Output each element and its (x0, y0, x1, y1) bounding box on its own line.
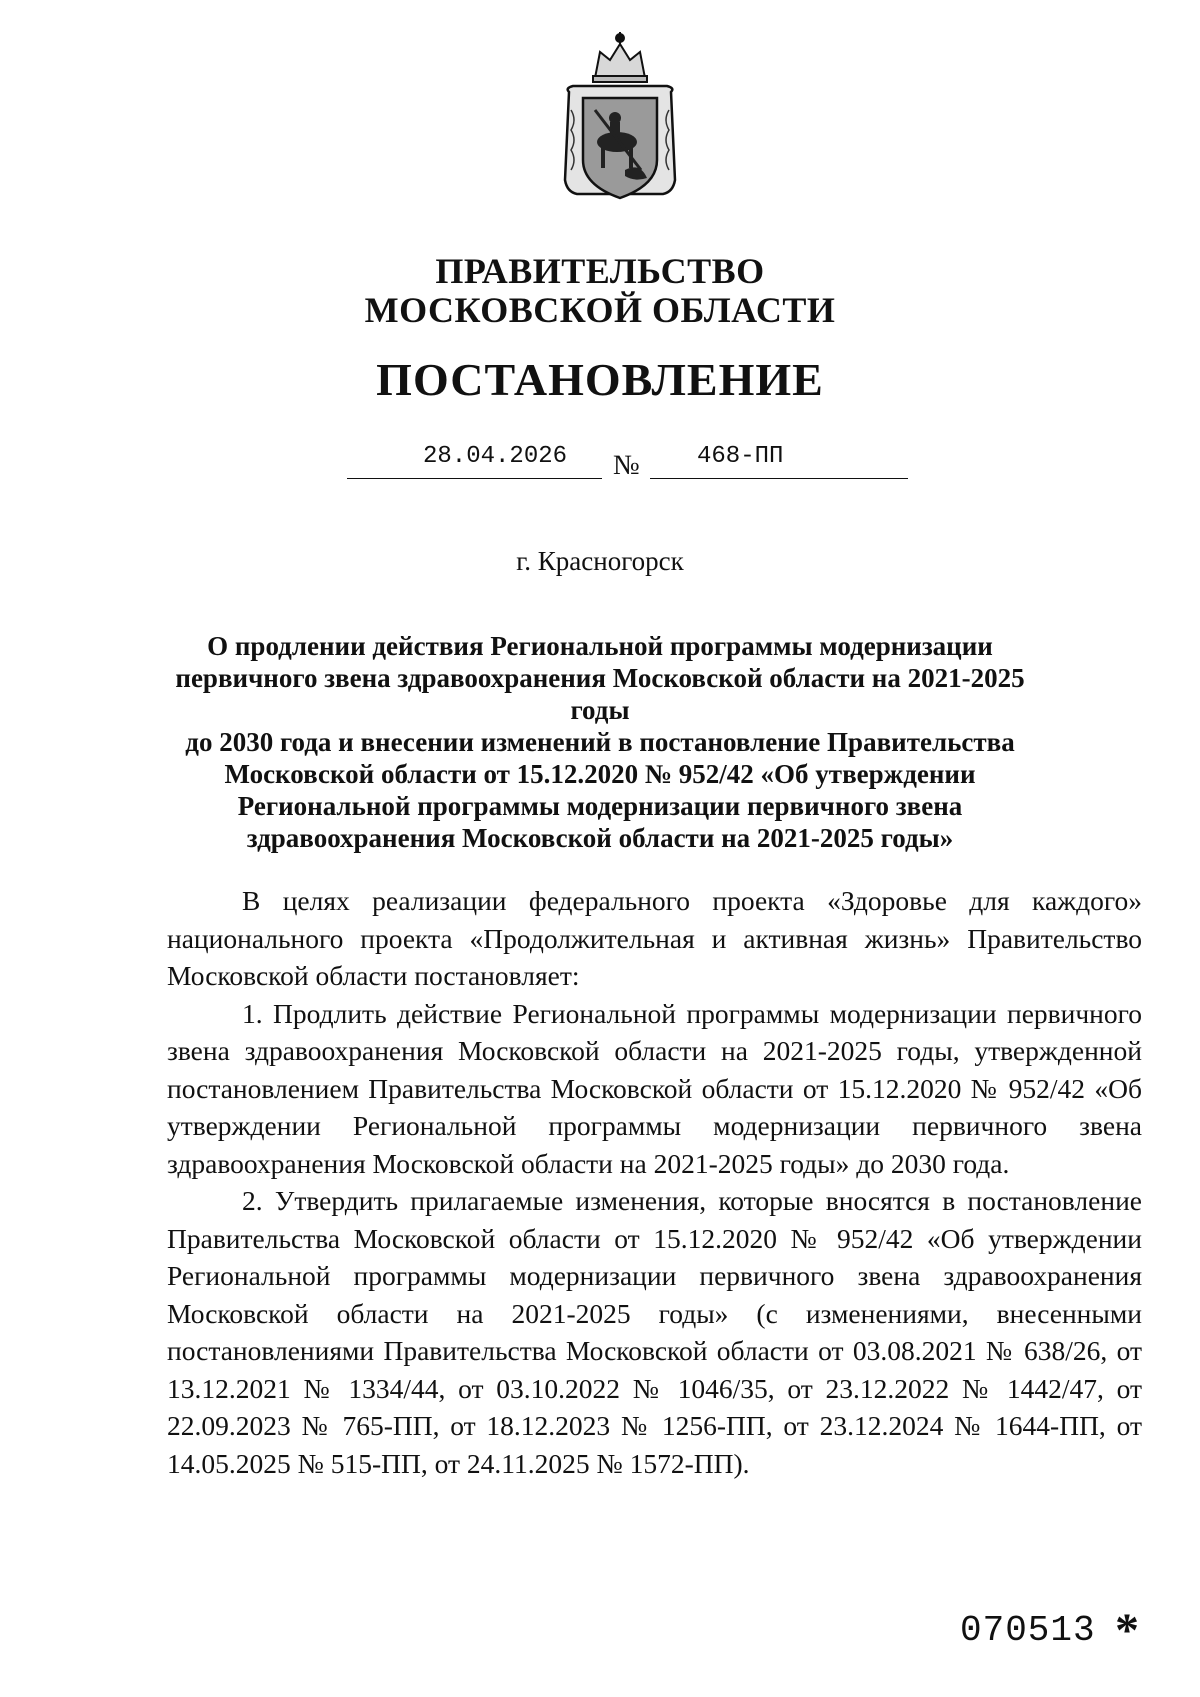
serial-number: 070513 (960, 1610, 1096, 1651)
number-underline (650, 478, 908, 479)
title-line: первичного звена здравоохранения Московской области на 2021-2025 годы (175, 663, 1025, 725)
body-paragraph-item-2: 2. Утвердить прилагаемые изменения, которые вносятся в постановление Правительства Московской области от 15.12.2020 № 952/42 «Об утверждении Региональной программы модернизации первичного звена здравоохранения Московской области на 2021-2025 годы» (с изменениями, внесенными постановлениями Правительства Московской области от 03.08.2021 № 638/26, от 13.12.2021 № 1334/44, от 03.10.2022 № 1046/35, от 23.12.2022 № 1442/47, от 22.09.2023 № 765-ПП, от 18.12.2023 № 1256-ПП, от 23.12.2024 № 1644-ПП, от 14.05.2025 № 515-ПП, от 24.11.2025 № 1572-ПП). (167, 1185, 1142, 1479)
document-number: 468-ПП (697, 443, 784, 470)
coat-of-arms-icon (555, 30, 685, 210)
title-line: О продлении действия Региональной программы модернизации (207, 631, 993, 661)
number-sign: № (613, 450, 640, 481)
asterisk-mark: * (1115, 1604, 1139, 1657)
organization-name-line2: МОСКОВСКОЙ ОБЛАСТИ (364, 290, 836, 330)
title-line: Региональной программы модернизации первичного звена (237, 791, 963, 821)
title-line: здравоохранения Московской области на 2021-2025 годы» (246, 823, 954, 853)
body-paragraph-preamble: В целях реализации федерального проекта «Здоровье для каждого» национального проекта «Продолжительная и активная жизнь» Правительство Московской области постановляет: (167, 885, 1142, 991)
document-title (150, 630, 1050, 854)
document-date: 28.04.2026 (423, 443, 568, 470)
body-paragraph-item-1: 1. Продлить действие Региональной программы модернизации первичного звена здравоохранения Московской области на 2021-2025 годы, утвержденной постановлением Правительства Московской области от 15.12.2020 № 952/42 «Об утверждении Региональной программы модернизации первичного звена здравоохранения Московской области на 2021-2025 годы» до 2030 года. (167, 997, 1142, 1179)
organization-name-line1: ПРАВИТЕЛЬСТВО (435, 251, 765, 291)
title-line: до 2030 года и внесении изменений в постановление Правительства (185, 727, 1015, 757)
document-type: ПОСТАНОВЛЕНИЕ (376, 354, 824, 405)
document-body (167, 882, 1142, 1482)
place-of-issue: г. Красногорск (516, 546, 684, 576)
date-underline (347, 478, 602, 479)
title-line: Московской области от 15.12.2020 № 952/42 «Об утверждении (224, 759, 976, 789)
